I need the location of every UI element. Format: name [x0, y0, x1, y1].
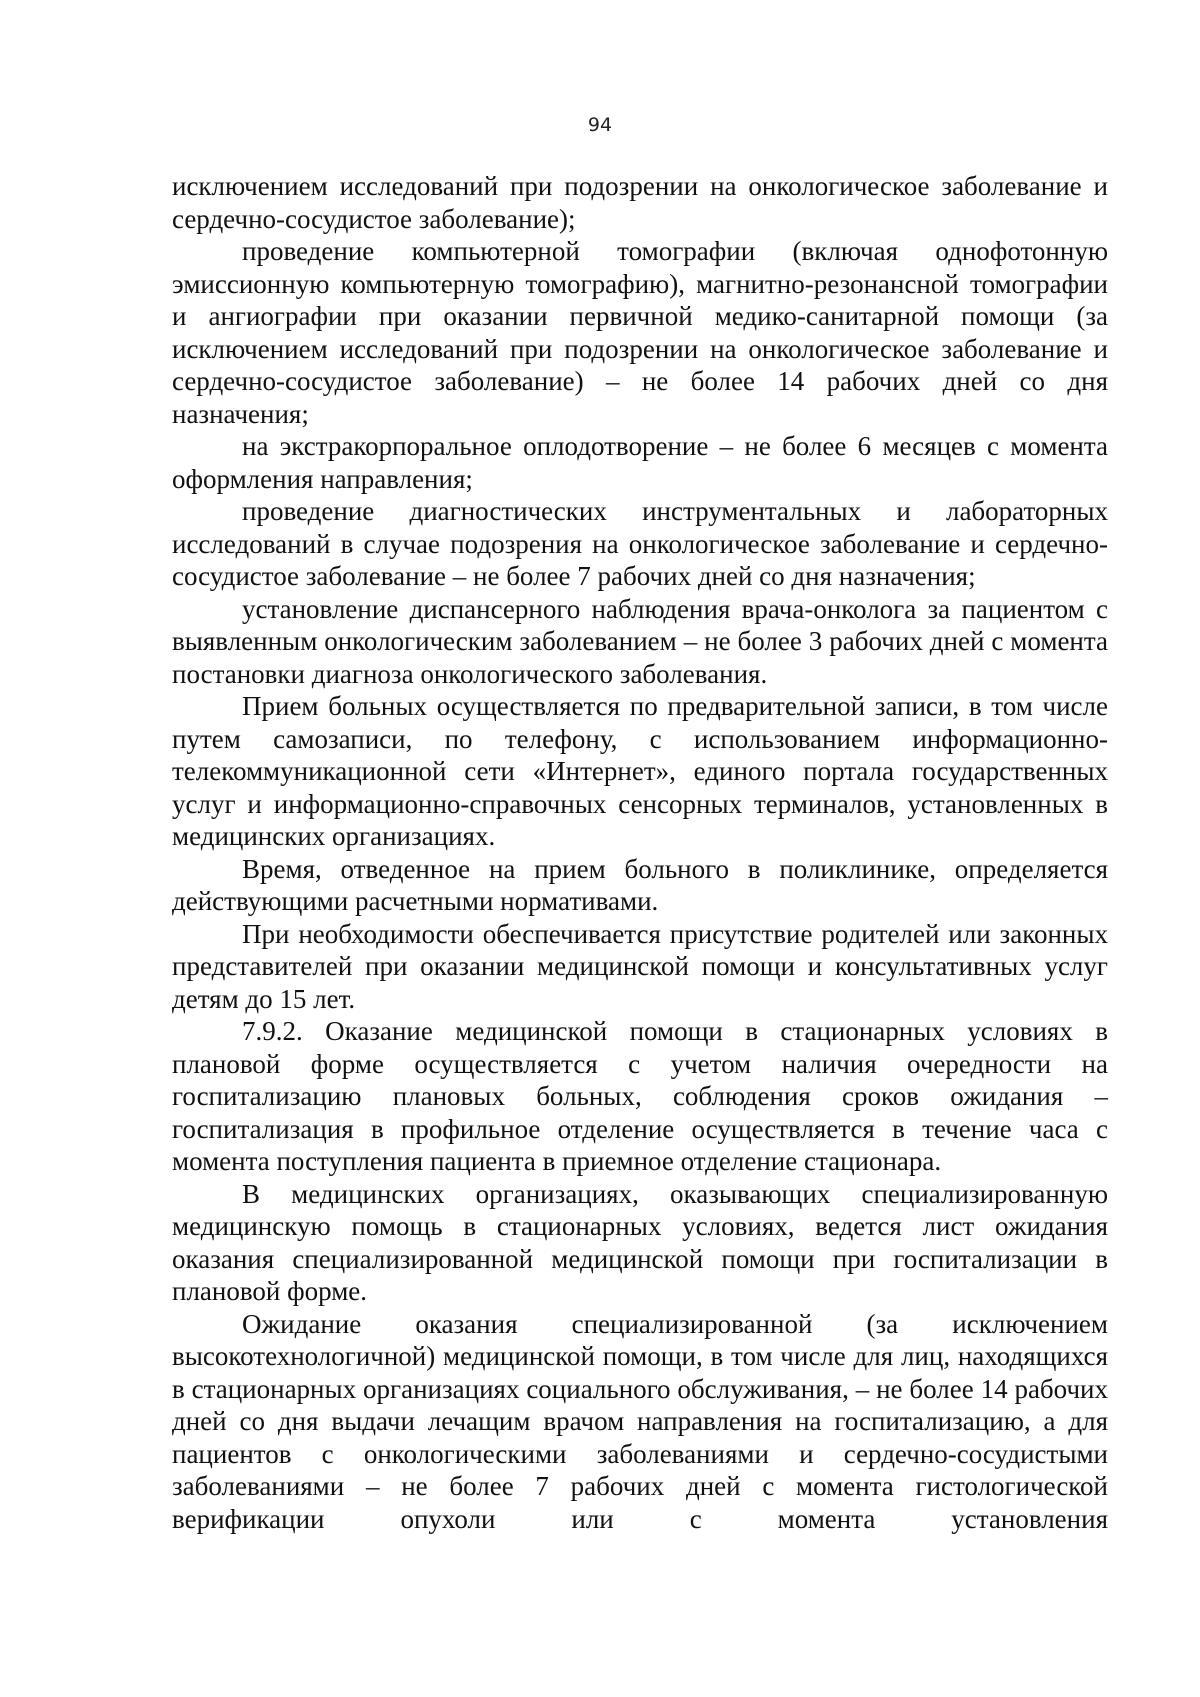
paragraph-parents-presence: При необходимости обеспечивается присутствие родителей или законных представителей при оказании медицинской помощи и консультативных услуг детям до 15 лет. — [172, 918, 1108, 1014]
paragraph-section-7-9-2: 7.9.2. Оказание медицинской помощи в стационарных условиях в плановой форме осуществляется с учетом наличия очередности на госпитализацию плановых больных, соблюдения сроков ожидания – госпитализация в профильное отделение осуществляется в течение часа с момента поступления пациента в приемное отделение стационара. — [172, 1016, 1108, 1176]
paragraph-waiting-list: В медицинских организациях, оказывающих специализированную медицинскую помощь в стационарных условиях, ведется лист ожидания оказания специализированной медицинской помощи при госпитализации в плановой форме. — [172, 1178, 1108, 1306]
paragraph-waiting-time: Ожидание оказания специализированной (за исключением высокотехнологичной) медицинской помощи, в том числе для лиц, находящихся в стационарных организациях социального обслуживания, – не более 14 рабочих дней со дня выдачи лечащим врачом направления на госпитализацию, а для пациентов с онкологическими заболеваниями и сердечно-сосудистыми заболеваниями – не более 7 рабочих дней с момента гистологической верификации опухоли или с момента установления — [172, 1308, 1108, 1534]
page-number: 94 — [587, 114, 613, 136]
paragraph-appointment-booking: Прием больных осуществляется по предварительной записи, в том числе путем самозаписи, по телефону, с использованием информационно-телекоммуникационной сети «Интернет», единого портала государственных услуг и информационно-справочных сенсорных терминалов, установленных в медицинских организациях. — [172, 691, 1108, 851]
paragraph-ivf-timing: на экстракорпоральное оплодотворение – не более 6 месяцев с момента оформления направления; — [172, 431, 1108, 494]
document-body — [172, 170, 1108, 1535]
paragraph-ct-mri-timing: проведение компьютерной томографии (включая однофотонную эмиссионную компьютерную томографию), магнитно-резонансной томографии и ангиографии при оказании первичной медико-санитарной помощи (за исключением исследований при подозрении на онкологическое заболевание и сердечно-сосудистое заболевание) – не более 14 рабочих дней со дня назначения; — [172, 236, 1108, 429]
paragraph-oncologist-observation: установление диспансерного наблюдения врача-онколога за пациентом с выявленным онкологическим заболеванием – не более 3 рабочих дней с момента постановки диагноза онкологического заболевания. — [172, 593, 1108, 689]
paragraph-appointment-time: Время, отведенное на прием больного в поликлинике, определяется действующими расчетными нормативами. — [172, 853, 1108, 916]
paragraph-diagnostics-timing: проведение диагностических инструментальных и лабораторных исследований в случае подозрения на онкологическое заболевание и сердечно-сосудистое заболевание – не более 7 рабочих дней со дня назначения; — [172, 496, 1108, 591]
paragraph-continuation: исключением исследований при подозрении на онкологическое заболевание и сердечно-сосудистое заболевание); — [172, 171, 1108, 234]
